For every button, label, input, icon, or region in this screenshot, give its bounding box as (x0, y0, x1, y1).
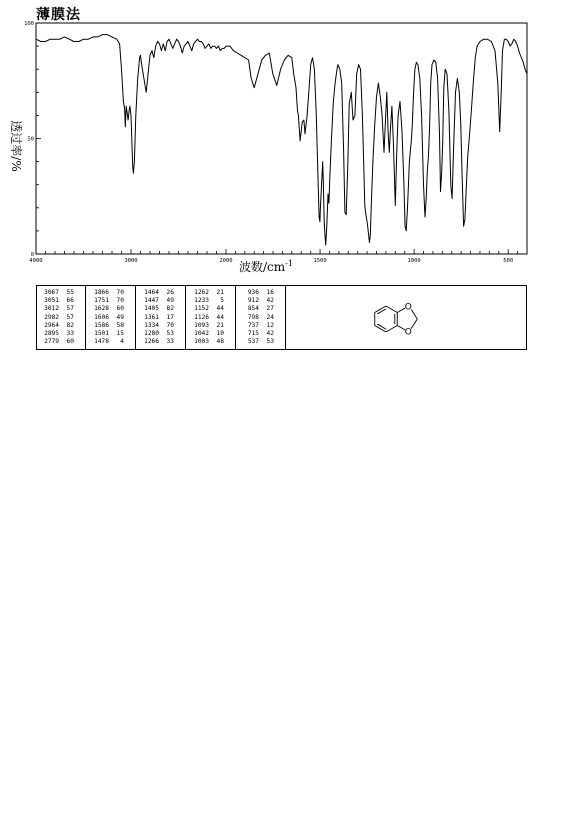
peak-transmittance: 70 (166, 321, 174, 329)
peak-transmittance: 42 (266, 297, 274, 305)
y-tick-label: 100 (24, 21, 34, 27)
peak-row (87, 297, 135, 305)
peak-row (237, 314, 285, 322)
o-ch2-bond (411, 310, 417, 320)
peak-column (37, 286, 86, 349)
y-axis-label: 透过率/% (9, 120, 23, 172)
peak-row (137, 297, 185, 305)
peak-wavenumber: 1606 (94, 313, 109, 321)
spectrum-line (36, 35, 527, 245)
peak-wavenumber: 1093 (194, 321, 209, 329)
x-tick-label: 2000 (219, 258, 233, 264)
peak-row (87, 314, 135, 322)
peak-transmittance: 57 (66, 313, 74, 321)
peak-transmittance: 24 (266, 313, 274, 321)
peak-wavenumber: 1866 (94, 289, 109, 296)
peak-row (87, 289, 135, 297)
peak-row (187, 322, 235, 330)
oxygen-label: O (404, 327, 412, 338)
x-axis-label: 波数$/cm^{-1}$ (239, 259, 293, 274)
peak-wavenumber: 936 (247, 289, 259, 296)
peak-row (187, 289, 235, 297)
ring-bond (386, 306, 397, 313)
y-tick-label: 0 (30, 252, 34, 258)
peak-wavenumber: 854 (247, 305, 259, 313)
peak-transmittance: 82 (166, 305, 174, 313)
peak-wavenumber: 1003 (194, 338, 209, 346)
y-tick-label: 50 (27, 136, 34, 143)
double-bond (377, 309, 386, 314)
peak-wavenumber: 1152 (194, 305, 209, 313)
peak-transmittance: 70 (116, 289, 124, 296)
peak-wavenumber: 2779 (44, 338, 59, 346)
peak-row (187, 330, 235, 338)
peak-transmittance: 12 (266, 321, 274, 329)
x-tick-label: 3000 (124, 258, 138, 264)
peak-transmittance: 48 (216, 338, 224, 346)
peak-transmittance: 15 (116, 330, 124, 337)
peak-wavenumber: 912 (247, 297, 259, 305)
peak-wavenumber: 1464 (144, 289, 159, 296)
peak-wavenumber: 1266 (144, 338, 159, 346)
ir-spectrum-chart (0, 0, 570, 280)
peak-wavenumber: 1126 (194, 313, 209, 321)
peak-wavenumber: 1447 (144, 297, 159, 305)
peak-transmittance: 44 (216, 313, 224, 321)
ring-bond (375, 306, 386, 313)
peak-row (87, 305, 135, 313)
peak-transmittance: 10 (216, 330, 224, 337)
peak-row (187, 305, 235, 313)
peak-transmittance: 17 (166, 313, 174, 321)
peak-transmittance: 21 (216, 321, 224, 329)
peak-wavenumber: 1405 (144, 305, 159, 313)
x-tick-label: 4000 (29, 258, 43, 264)
peak-transmittance: 60 (66, 338, 74, 346)
peak-transmittance: 27 (266, 305, 274, 313)
peak-wavenumber: 1262 (194, 289, 209, 296)
peak-transmittance: 33 (166, 338, 174, 346)
peak-wavenumber: 2982 (44, 313, 59, 321)
peak-wavenumber: 2964 (44, 321, 59, 329)
peak-row (137, 289, 185, 297)
peak-transmittance: 26 (166, 289, 174, 296)
peak-transmittance: 33 (66, 330, 74, 337)
peak-row (237, 330, 285, 338)
peak-transmittance: 82 (66, 321, 74, 329)
peak-row (137, 305, 185, 313)
peak-table (36, 285, 527, 350)
x-tick-label: 500 (503, 258, 514, 264)
oxygen-label: O (404, 302, 412, 313)
peak-row (137, 322, 185, 330)
peak-transmittance: 70 (116, 297, 124, 305)
peak-wavenumber: 1334 (144, 321, 159, 329)
peak-transmittance: 53 (266, 338, 274, 346)
peak-transmittance: 21 (216, 289, 224, 296)
peak-row (237, 338, 285, 346)
peak-row (187, 338, 235, 346)
molecule-structure (285, 286, 527, 349)
peak-transmittance: 49 (116, 313, 124, 321)
peak-transmittance: 66 (66, 297, 74, 305)
peak-transmittance: 44 (216, 305, 224, 313)
peak-transmittance: 58 (116, 321, 124, 329)
plot-frame (36, 23, 527, 254)
peak-row (137, 314, 185, 322)
peak-row (187, 314, 235, 322)
peak-row (137, 338, 185, 346)
peak-column (187, 286, 236, 349)
peak-row (37, 322, 85, 330)
method-label: 薄膜法 (36, 7, 81, 23)
peak-wavenumber: 1233 (194, 297, 209, 305)
peak-wavenumber: 1501 (94, 330, 109, 337)
peak-transmittance: 57 (66, 305, 74, 313)
peak-row (237, 305, 285, 313)
peak-transmittance: 49 (166, 297, 174, 305)
peak-wavenumber: 1586 (94, 321, 109, 329)
o-ch2-bond (411, 319, 417, 329)
y-axis-ticks (24, 21, 41, 258)
peak-wavenumber: 715 (247, 330, 259, 337)
x-tick-label: 1500 (313, 258, 327, 264)
peak-transmittance: 16 (266, 289, 274, 296)
peak-wavenumber: 3051 (44, 297, 59, 305)
peak-transmittance: 42 (266, 330, 274, 337)
peak-row (237, 322, 285, 330)
peak-transmittance: 55 (66, 289, 74, 296)
peak-wavenumber: 798 (247, 313, 259, 321)
peak-wavenumber: 1361 (144, 313, 159, 321)
peak-row (37, 305, 85, 313)
ring-bond (375, 326, 386, 333)
peak-wavenumber: 2895 (44, 330, 59, 337)
peak-row (237, 297, 285, 305)
peak-row (37, 297, 85, 305)
peak-transmittance: 60 (116, 305, 124, 313)
peak-row (187, 297, 235, 305)
peak-wavenumber: 737 (247, 321, 259, 329)
peak-row (37, 289, 85, 297)
peak-transmittance: 53 (166, 330, 174, 337)
peak-column (87, 286, 136, 349)
peak-row (237, 289, 285, 297)
peak-row (87, 338, 135, 346)
peak-wavenumber: 1478 (94, 338, 109, 346)
peak-column (137, 286, 186, 349)
peak-row (87, 330, 135, 338)
double-bond (377, 324, 386, 329)
peak-transmittance: 4 (120, 338, 124, 346)
peak-wavenumber: 1042 (194, 330, 209, 337)
peak-row (37, 330, 85, 338)
peak-wavenumber: 3012 (44, 305, 59, 313)
x-tick-label: 1000 (407, 258, 421, 264)
peak-row (137, 330, 185, 338)
ring-bond (386, 326, 397, 333)
peak-column (237, 286, 286, 349)
peak-wavenumber: 1280 (144, 330, 159, 337)
peak-wavenumber: 537 (247, 338, 259, 346)
peak-transmittance: 5 (220, 297, 224, 305)
peak-row (37, 338, 85, 346)
peak-row (37, 314, 85, 322)
peak-wavenumber: 3067 (44, 289, 59, 296)
peak-row (87, 322, 135, 330)
peak-wavenumber: 1628 (94, 305, 109, 313)
peak-wavenumber: 1751 (94, 297, 109, 305)
